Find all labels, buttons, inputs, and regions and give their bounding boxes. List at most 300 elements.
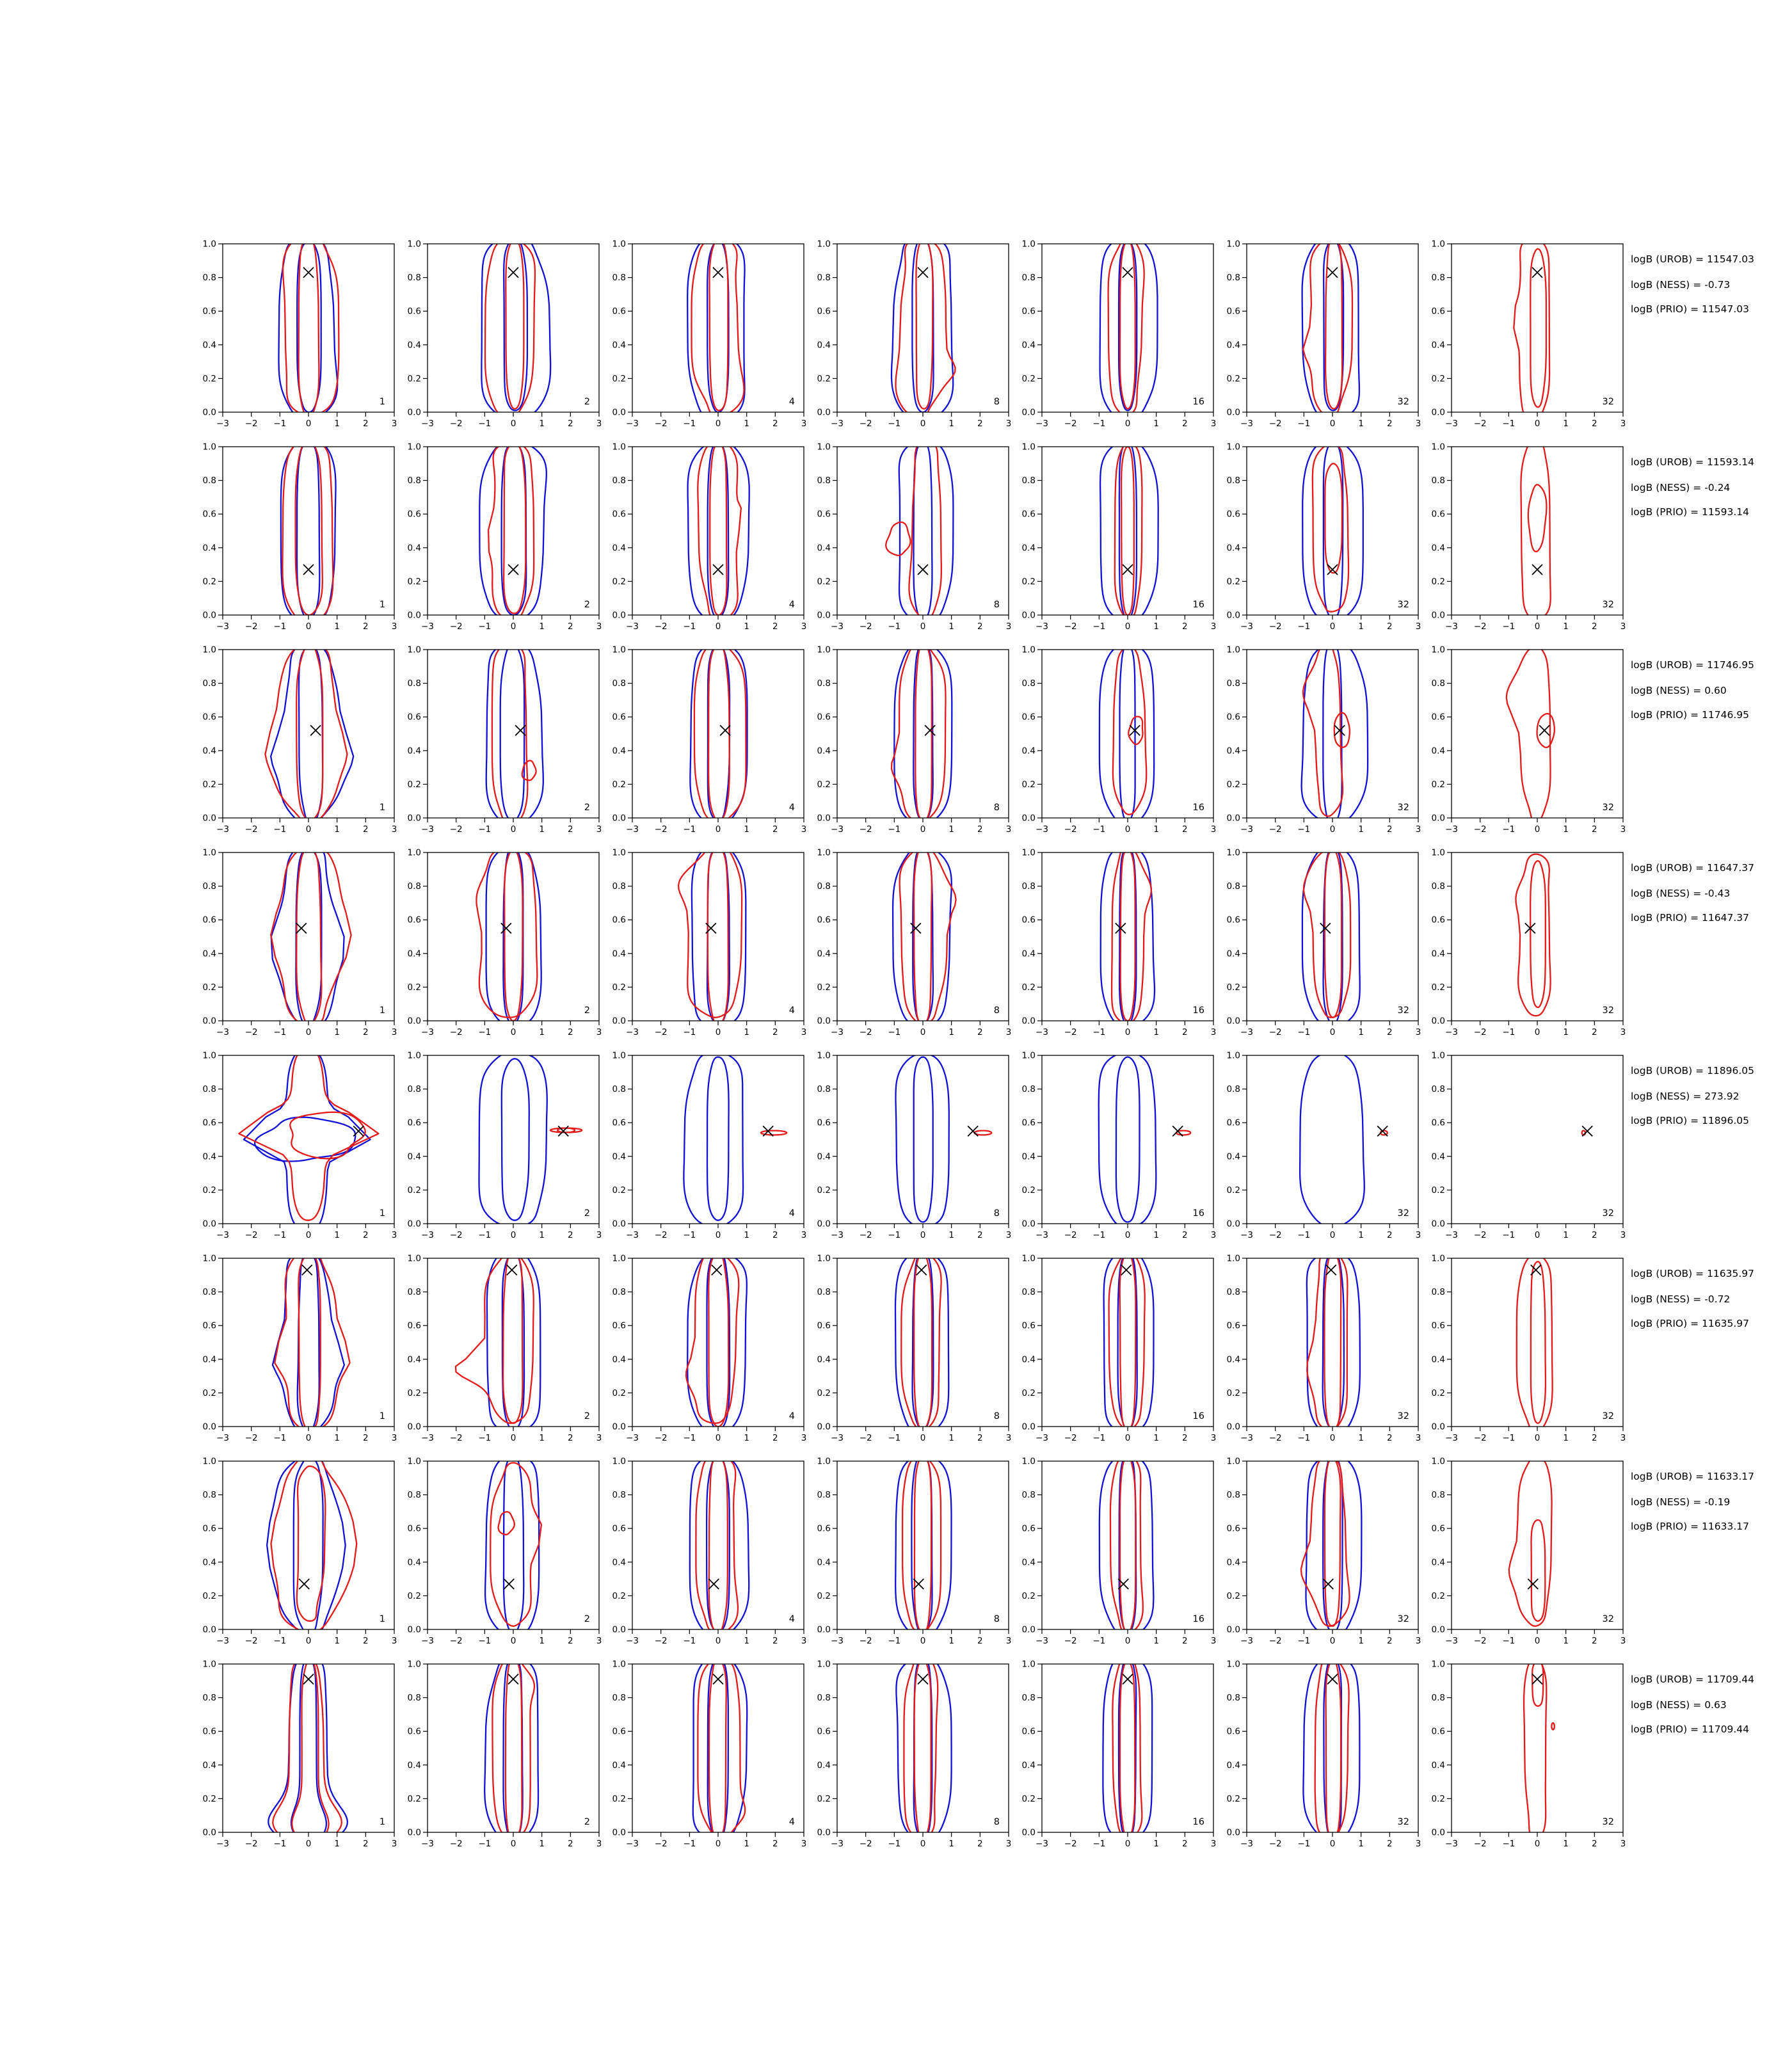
x-tick-label: −2 (1268, 1027, 1282, 1037)
y-tick-label: 1.0 (1021, 1659, 1036, 1670)
y-tick-label: 0.8 (1431, 476, 1445, 486)
subplot-canvas (612, 1050, 807, 1240)
red-contour (1517, 1253, 1553, 1432)
y-tick-label: 1.0 (1226, 1659, 1240, 1670)
x-tick-label: 3 (801, 621, 807, 632)
y-tick-label: 0.6 (612, 712, 626, 723)
x-tick-label: −1 (1297, 1636, 1311, 1646)
x-tick-label: 3 (596, 1839, 602, 1849)
x-tick-label: −2 (859, 621, 872, 632)
y-tick-label: 0.0 (407, 1219, 421, 1229)
sample-count-label: 32 (1397, 1817, 1409, 1827)
y-tick-label: 0.4 (612, 543, 626, 554)
blue-contour (1302, 440, 1363, 622)
x-tick-label: −1 (478, 1230, 492, 1240)
subplot-r5c4 (817, 1050, 1012, 1240)
y-tick-label: 1.0 (1431, 1456, 1445, 1467)
y-tick-label: 1.0 (817, 847, 831, 858)
subplot-r2c6 (1226, 442, 1421, 632)
x-tick-label: −3 (216, 824, 229, 835)
x-tick-label: −3 (831, 1839, 844, 1849)
y-tick-label: 0.8 (1431, 1084, 1445, 1095)
subplot-canvas (202, 1253, 397, 1443)
contour-group (1100, 440, 1158, 622)
x-tick-label: 2 (772, 419, 778, 429)
red-contour (283, 236, 339, 415)
x-tick-label: 2 (568, 1230, 573, 1240)
y-tick-label: 0.8 (612, 1490, 626, 1501)
subplot-canvas (202, 644, 397, 835)
x-tick-label: −1 (478, 1636, 492, 1646)
red-contour (296, 847, 321, 1024)
x-tick-label: −3 (1445, 419, 1458, 429)
x-tick-label: −3 (216, 621, 229, 632)
y-tick-label: 0.8 (1021, 1084, 1036, 1095)
sample-count-label: 16 (1192, 397, 1204, 407)
x-tick-label: −3 (216, 1027, 229, 1037)
blue-contour (244, 1047, 371, 1232)
contour-group (484, 1656, 538, 1843)
axes-spine (837, 1055, 1009, 1224)
y-tick-label: 0.6 (407, 1726, 421, 1737)
x-tick-label: −3 (421, 824, 434, 835)
y-tick-label: 1.0 (612, 239, 626, 250)
blue-contour (485, 1455, 539, 1636)
blue-contour (297, 241, 321, 412)
x-tick-label: −1 (683, 419, 696, 429)
y-tick-label: 0.2 (612, 373, 626, 384)
subplot-canvas (817, 644, 1012, 835)
x-tick-label: 1 (334, 419, 340, 429)
x-tick-label: 0 (510, 419, 516, 429)
x-tick-label: −2 (1268, 1636, 1282, 1646)
contour-group (1104, 1252, 1154, 1434)
x-tick-label: 0 (920, 824, 926, 835)
y-tick-label: 0.2 (1226, 779, 1240, 790)
x-tick-label: 1 (539, 419, 545, 429)
x-tick-label: −3 (1036, 1230, 1048, 1240)
x-tick-label: −3 (216, 1230, 229, 1240)
y-tick-label: 1.0 (1431, 442, 1445, 452)
x-tick-label: 3 (1415, 621, 1421, 632)
x-tick-label: −3 (1240, 1027, 1253, 1037)
x-tick-label: −3 (421, 419, 434, 429)
x-tick-label: 3 (1415, 1636, 1421, 1646)
y-tick-label: 0.2 (407, 373, 421, 384)
x-tick-label: −3 (1445, 1230, 1458, 1240)
y-tick-label: 0.4 (202, 543, 216, 554)
x-tick-label: −2 (1268, 1230, 1282, 1240)
y-tick-label: 0.2 (1021, 779, 1036, 790)
x-tick-label: 2 (977, 1636, 983, 1646)
x-tick-label: −3 (626, 1839, 639, 1849)
y-tick-label: 0.0 (202, 1827, 216, 1838)
x-tick-label: −3 (216, 1839, 229, 1849)
y-tick-label: 0.6 (1021, 1523, 1036, 1534)
red-contour (1112, 847, 1151, 1024)
x-tick-label: 2 (363, 1230, 369, 1240)
subplot-r6c4 (817, 1253, 1012, 1443)
x-tick-label: −3 (626, 419, 639, 429)
x-tick-label: 3 (391, 1433, 397, 1443)
sample-count-label: 32 (1397, 1005, 1409, 1016)
subplot-r1c2 (407, 239, 602, 429)
x-tick-label: 0 (1124, 1433, 1131, 1443)
x-tick-label: 1 (334, 824, 340, 835)
x-tick-label: −1 (273, 1636, 287, 1646)
y-tick-label: 0.6 (1431, 915, 1445, 925)
x-tick-label: 3 (596, 419, 602, 429)
x-tick-label: −1 (1092, 1433, 1106, 1443)
sample-count-label: 32 (1602, 1005, 1614, 1016)
x-tick-label: 2 (363, 1636, 369, 1646)
y-tick-label: 0.2 (1021, 576, 1036, 587)
x-tick-label: 1 (334, 621, 340, 632)
subplot-r4c3 (612, 847, 807, 1037)
x-tick-label: 0 (1329, 621, 1336, 632)
contour-group (1100, 643, 1154, 825)
x-tick-label: −1 (1092, 1230, 1106, 1240)
x-tick-label: 0 (715, 824, 721, 835)
y-tick-label: 0.6 (1021, 915, 1036, 925)
y-tick-label: 0.8 (612, 881, 626, 892)
x-tick-label: 1 (1153, 621, 1159, 632)
y-tick-label: 0.6 (612, 509, 626, 520)
sample-count-label: 8 (993, 600, 1000, 610)
x-tick-label: 3 (391, 824, 397, 835)
y-tick-label: 0.4 (1021, 948, 1036, 959)
x-tick-label: 2 (1592, 824, 1597, 835)
x-tick-label: 0 (1124, 1839, 1131, 1849)
x-tick-label: −2 (1268, 1433, 1282, 1443)
contour-group (1524, 1658, 1555, 1839)
y-tick-label: 0.8 (612, 476, 626, 486)
x-tick-label: −1 (273, 1027, 287, 1037)
x-tick-label: 3 (801, 1230, 807, 1240)
x-tick-label: 0 (510, 1636, 516, 1646)
subplot-canvas (612, 239, 807, 429)
x-tick-label: 3 (1415, 824, 1421, 835)
axes-spine (837, 650, 1009, 818)
y-tick-label: 0.8 (1226, 273, 1240, 284)
y-tick-label: 0.0 (407, 1827, 421, 1838)
y-tick-label: 0.0 (817, 1421, 831, 1432)
x-tick-label: 2 (1387, 1027, 1393, 1037)
y-tick-label: 1.0 (1431, 644, 1445, 655)
blue-contour (297, 442, 319, 618)
x-tick-label: −2 (449, 1636, 463, 1646)
y-tick-label: 0.6 (407, 712, 421, 723)
x-tick-label: −2 (654, 1433, 668, 1443)
red-contour (696, 1455, 738, 1633)
logb-urob-annotation: logB (UROB) = 11593.14 (1631, 456, 1755, 468)
contour-group (1301, 1455, 1361, 1636)
x-tick-label: −1 (1502, 1027, 1516, 1037)
red-contour (1315, 1658, 1349, 1839)
x-tick-label: 2 (363, 1839, 369, 1849)
x-tick-label: 3 (1210, 1230, 1217, 1240)
y-tick-label: 0.6 (1021, 509, 1036, 520)
logb-prio-annotation: logB (PRIO) = 11709.44 (1631, 1724, 1749, 1735)
y-tick-label: 0.4 (1021, 543, 1036, 554)
x-tick-label: −3 (1240, 621, 1253, 632)
y-tick-label: 0.0 (1226, 610, 1240, 621)
y-tick-label: 1.0 (817, 1456, 831, 1467)
y-tick-label: 0.8 (407, 273, 421, 284)
logb-urob-annotation: logB (UROB) = 11746.95 (1631, 659, 1755, 671)
x-tick-label: −3 (626, 824, 639, 835)
y-tick-label: 0.4 (612, 948, 626, 959)
x-tick-label: 1 (1358, 824, 1364, 835)
y-tick-label: 1.0 (612, 442, 626, 452)
x-tick-label: 3 (1210, 1636, 1217, 1646)
contour-group (684, 1052, 787, 1227)
x-tick-label: −1 (683, 1027, 696, 1037)
logb-ness-annotation: logB (NESS) = 0.63 (1631, 1699, 1727, 1711)
y-tick-label: 0.0 (202, 813, 216, 824)
y-tick-label: 0.4 (612, 1354, 626, 1365)
x-tick-label: 0 (1124, 1230, 1131, 1240)
x-tick-label: −1 (683, 1839, 696, 1849)
axes-spine (223, 1055, 394, 1224)
subplot-r1c5 (1021, 239, 1217, 429)
x-tick-label: 3 (1620, 1636, 1626, 1646)
blue-contour (707, 1057, 729, 1220)
y-tick-label: 1.0 (407, 847, 421, 858)
logb-urob-annotation: logB (UROB) = 11709.44 (1631, 1674, 1755, 1685)
y-tick-label: 0.4 (817, 1354, 831, 1365)
x-tick-label: −3 (831, 1433, 844, 1443)
x-tick-label: −1 (478, 1839, 492, 1849)
x-tick-label: −2 (1064, 419, 1077, 429)
y-tick-label: 1.0 (612, 1659, 626, 1670)
y-tick-label: 0.0 (1021, 813, 1036, 824)
sample-count-label: 1 (379, 1005, 385, 1016)
axes-spine (632, 1461, 804, 1629)
subplot-canvas (1021, 1456, 1217, 1646)
y-tick-label: 1.0 (1226, 442, 1240, 452)
x-tick-label: 3 (1210, 824, 1217, 835)
x-tick-label: 1 (1358, 1027, 1364, 1037)
x-tick-label: 3 (1210, 1027, 1217, 1037)
subplot-r7c6 (1226, 1456, 1421, 1646)
x-tick-label: 0 (1124, 621, 1131, 632)
sample-count-label: 1 (379, 1411, 385, 1421)
x-tick-label: 3 (596, 1027, 602, 1037)
y-tick-label: 0.4 (407, 1151, 421, 1162)
red-contour (901, 1252, 941, 1430)
x-tick-label: 0 (1124, 1027, 1131, 1037)
y-tick-label: 0.8 (1431, 1693, 1445, 1704)
x-tick-label: 1 (1153, 1230, 1159, 1240)
red-contour (239, 1047, 378, 1220)
y-tick-label: 0.2 (202, 1388, 216, 1398)
red-contour (886, 522, 910, 556)
subplot-r2c1 (202, 442, 397, 632)
red-contour (499, 1512, 515, 1535)
x-tick-label: 0 (305, 1433, 312, 1443)
y-tick-label: 0.0 (612, 1827, 626, 1838)
subplot-canvas (1226, 1050, 1421, 1240)
y-tick-label: 1.0 (1226, 644, 1240, 655)
subplot-canvas (202, 1050, 397, 1240)
y-tick-label: 0.4 (1226, 543, 1240, 554)
x-tick-label: 1 (1153, 1433, 1159, 1443)
subplot-r3c3 (612, 644, 807, 835)
x-tick-label: −2 (244, 1839, 258, 1849)
axes-spine (632, 1055, 804, 1224)
subplot-canvas (612, 442, 807, 632)
sample-count-label: 8 (993, 803, 1000, 813)
x-tick-label: −2 (1268, 824, 1282, 835)
y-tick-label: 0.6 (202, 1320, 216, 1331)
x-tick-label: 0 (1329, 419, 1336, 429)
axes-spine (428, 244, 599, 412)
axes-spine (223, 1461, 394, 1629)
red-contour (710, 239, 728, 410)
axes-spine (837, 1664, 1009, 1832)
blue-contour (1099, 1052, 1156, 1227)
subplot-canvas (817, 442, 1012, 632)
x-tick-label: −3 (421, 621, 434, 632)
subplot-canvas (1226, 1456, 1421, 1646)
y-tick-label: 0.8 (1226, 1693, 1240, 1704)
axes-spine (837, 447, 1009, 615)
sample-count-label: 8 (993, 1817, 1000, 1827)
x-tick-label: −1 (1092, 1839, 1106, 1849)
subplot-canvas (817, 1253, 1012, 1443)
x-tick-label: 1 (948, 1433, 954, 1443)
logb-urob-annotation: logB (UROB) = 11647.37 (1631, 862, 1755, 874)
y-tick-label: 0.2 (612, 1185, 626, 1196)
y-tick-label: 0.8 (612, 1287, 626, 1298)
y-tick-label: 0.8 (1226, 881, 1240, 892)
x-tick-label: 2 (1592, 1027, 1597, 1037)
x-tick-label: −1 (1502, 1230, 1516, 1240)
x-tick-label: 2 (772, 1433, 778, 1443)
y-tick-label: 0.2 (407, 1185, 421, 1196)
axes-spine (1247, 852, 1418, 1021)
y-tick-label: 0.6 (1226, 1117, 1240, 1128)
contour-group (485, 1455, 541, 1636)
y-tick-label: 0.2 (1226, 1793, 1240, 1804)
axes-spine (837, 1258, 1009, 1427)
x-tick-label: −2 (1473, 1839, 1487, 1849)
x-tick-label: −1 (1297, 419, 1311, 429)
sample-count-label: 16 (1192, 1005, 1204, 1016)
x-tick-label: 1 (1563, 1027, 1569, 1037)
y-tick-label: 0.0 (817, 1219, 831, 1229)
subplot-r1c4 (817, 239, 1012, 429)
x-tick-label: −3 (626, 621, 639, 632)
x-tick-label: −2 (654, 1027, 668, 1037)
y-tick-label: 0.2 (202, 576, 216, 587)
y-tick-label: 0.2 (1431, 576, 1445, 587)
x-tick-label: −2 (859, 1230, 872, 1240)
subplot-canvas (1021, 644, 1217, 835)
x-tick-label: 2 (977, 824, 983, 835)
subplot-canvas (407, 1456, 602, 1646)
axes-spine (428, 1461, 599, 1629)
contour-group (279, 236, 339, 420)
x-tick-label: 1 (948, 419, 954, 429)
red-contour (1121, 447, 1134, 615)
y-tick-label: 0.8 (1431, 881, 1445, 892)
y-tick-label: 0.0 (817, 407, 831, 418)
x-tick-label: −1 (888, 1027, 901, 1037)
y-tick-label: 0.2 (1226, 1388, 1240, 1398)
x-tick-label: 2 (1182, 621, 1188, 632)
x-tick-label: 1 (539, 1636, 545, 1646)
x-tick-label: 3 (391, 419, 397, 429)
sample-count-label: 32 (1397, 1208, 1409, 1219)
logb-prio-annotation: logB (PRIO) = 11896.05 (1631, 1115, 1749, 1126)
x-tick-label: −2 (1064, 1027, 1077, 1037)
x-tick-label: −1 (1092, 419, 1106, 429)
subplot-r7c2 (407, 1456, 602, 1646)
x-tick-label: 0 (920, 1636, 926, 1646)
axes-spine (1042, 650, 1213, 818)
y-tick-label: 0.2 (1021, 1185, 1036, 1196)
y-tick-label: 0.2 (202, 779, 216, 790)
y-tick-label: 0.2 (1226, 1590, 1240, 1601)
y-tick-label: 0.4 (202, 948, 216, 959)
axes-spine (223, 852, 394, 1021)
subplot-r3c5 (1021, 644, 1217, 835)
sample-count-label: 32 (1397, 803, 1409, 813)
subplot-r8c6 (1226, 1659, 1421, 1849)
x-tick-label: 3 (1415, 1027, 1421, 1037)
axes-spine (1247, 650, 1418, 818)
y-tick-label: 0.6 (202, 712, 216, 723)
subplot-canvas (1431, 644, 1626, 835)
x-tick-label: −3 (1445, 621, 1458, 632)
contour-group (273, 1250, 350, 1435)
y-tick-label: 0.6 (817, 1726, 831, 1737)
x-tick-label: −3 (1240, 1636, 1253, 1646)
y-tick-label: 0.6 (817, 1523, 831, 1534)
x-tick-label: 3 (1005, 824, 1012, 835)
blue-contour (1103, 1656, 1152, 1841)
y-tick-label: 1.0 (1431, 847, 1445, 858)
x-tick-label: 2 (772, 1839, 778, 1849)
y-tick-label: 0.4 (1226, 746, 1240, 756)
y-tick-label: 1.0 (1431, 1659, 1445, 1670)
x-tick-label: −2 (859, 419, 872, 429)
y-tick-label: 0.6 (612, 1523, 626, 1534)
y-tick-label: 0.0 (407, 1016, 421, 1027)
y-tick-label: 0.6 (612, 1117, 626, 1128)
sample-count-label: 2 (584, 803, 590, 813)
x-tick-label: 2 (568, 621, 573, 632)
logb-ness-annotation: logB (NESS) = -0.73 (1631, 279, 1731, 291)
contour-group (267, 1453, 356, 1638)
y-tick-label: 0.2 (612, 982, 626, 993)
y-tick-label: 1.0 (407, 1253, 421, 1264)
y-tick-label: 0.4 (612, 340, 626, 351)
y-tick-label: 1.0 (1226, 239, 1240, 250)
subplot-r1c7 (1431, 239, 1626, 429)
x-tick-label: 3 (391, 621, 397, 632)
y-tick-label: 0.4 (407, 1760, 421, 1771)
red-contour (1325, 849, 1341, 1018)
red-contour (1324, 1253, 1341, 1430)
y-tick-label: 0.0 (1021, 1827, 1036, 1838)
x-tick-label: −2 (449, 621, 463, 632)
y-tick-label: 0.0 (1431, 1016, 1445, 1027)
x-tick-label: 1 (1358, 1230, 1364, 1240)
x-tick-label: −3 (1036, 419, 1048, 429)
